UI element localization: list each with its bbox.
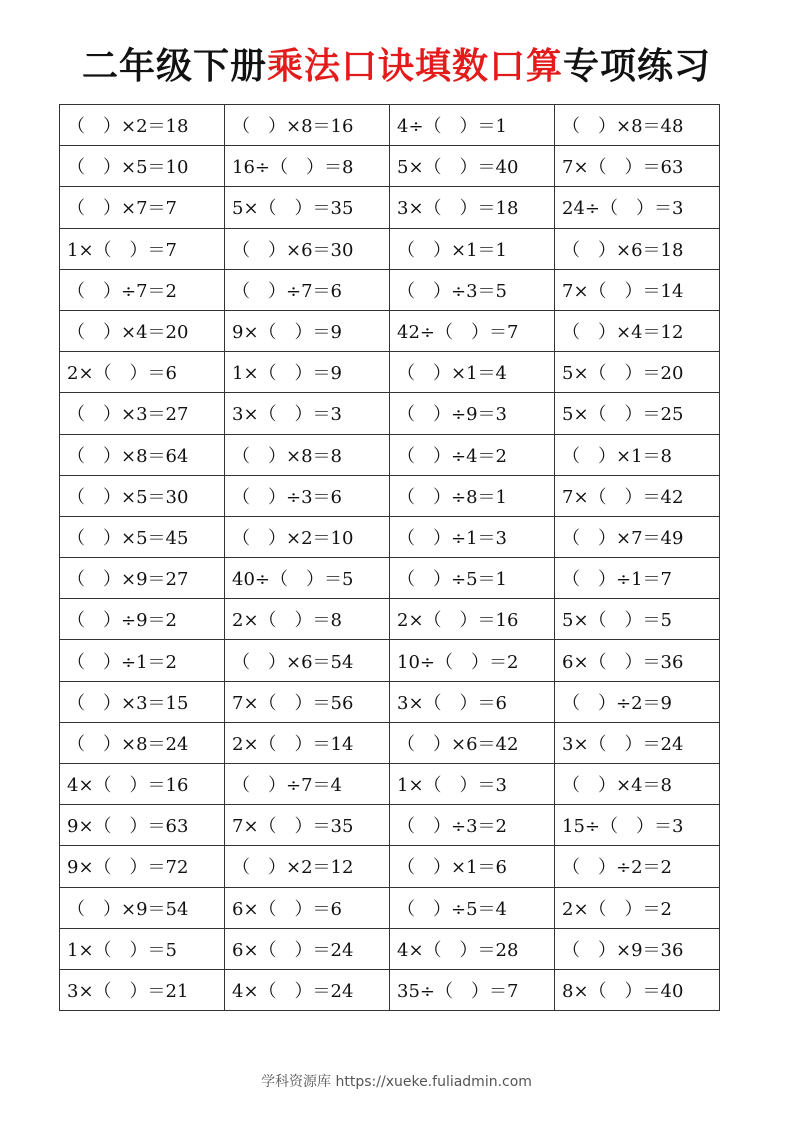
problem-cell: 9×（ ）＝72 xyxy=(60,846,225,887)
problem-cell: （ ）×4＝12 xyxy=(555,310,720,351)
problem-cell: 35÷（ ）＝7 xyxy=(390,969,555,1010)
problem-cell: 8×（ ）＝40 xyxy=(555,969,720,1010)
problem-cell: 24÷（ ）＝3 xyxy=(555,187,720,228)
problem-cell: 42÷（ ）＝7 xyxy=(390,310,555,351)
problem-cell: （ ）×8＝48 xyxy=(555,105,720,146)
table-row xyxy=(60,269,720,310)
title-part-grade: 二年级下册 xyxy=(81,46,267,87)
problem-cell: 1×（ ）＝9 xyxy=(225,352,390,393)
problem-cell: 40÷（ ）＝5 xyxy=(225,558,390,599)
table-row xyxy=(60,146,720,187)
table-row xyxy=(60,928,720,969)
problem-cell: （ ）×5＝10 xyxy=(60,146,225,187)
table-row xyxy=(60,228,720,269)
problem-cell: （ ）÷4＝2 xyxy=(390,434,555,475)
problem-cell: （ ）×6＝30 xyxy=(225,228,390,269)
problem-cell: 2×（ ）＝6 xyxy=(60,352,225,393)
problem-cell: 4×（ ）＝28 xyxy=(390,928,555,969)
table-row xyxy=(60,599,720,640)
problem-cell: （ ）×5＝45 xyxy=(60,516,225,557)
problem-cell: （ ）÷7＝4 xyxy=(225,764,390,805)
problem-cell: （ ）×9＝27 xyxy=(60,558,225,599)
problem-cell: （ ）×2＝10 xyxy=(225,516,390,557)
table-row xyxy=(60,393,720,434)
table-row xyxy=(60,764,720,805)
table-row xyxy=(60,187,720,228)
problem-cell: （ ）×6＝42 xyxy=(390,722,555,763)
table-row xyxy=(60,887,720,928)
problem-cell: 16÷（ ）＝8 xyxy=(225,146,390,187)
page-title xyxy=(0,38,793,89)
problem-cell: 7×（ ）＝63 xyxy=(555,146,720,187)
problem-cell: （ ）×9＝54 xyxy=(60,887,225,928)
problem-cell: （ ）÷7＝6 xyxy=(225,269,390,310)
table-row xyxy=(60,516,720,557)
problem-cell: （ ）÷3＝6 xyxy=(225,475,390,516)
problem-cell: （ ）÷1＝3 xyxy=(390,516,555,557)
problem-cell: （ ）÷3＝5 xyxy=(390,269,555,310)
problem-cell: 9×（ ）＝63 xyxy=(60,805,225,846)
problem-cell: （ ）÷9＝3 xyxy=(390,393,555,434)
title-part-topic: 乘法口诀填数口算 xyxy=(266,46,563,87)
problem-cell: 5×（ ）＝35 xyxy=(225,187,390,228)
problem-cell: （ ）÷9＝2 xyxy=(60,599,225,640)
problem-cell: 1×（ ）＝7 xyxy=(60,228,225,269)
problem-cell: （ ）÷1＝2 xyxy=(60,640,225,681)
problem-cell: 2×（ ）＝8 xyxy=(225,599,390,640)
problem-cell: （ ）×8＝24 xyxy=(60,722,225,763)
problem-cell: 7×（ ）＝14 xyxy=(555,269,720,310)
problem-cell: （ ）÷3＝2 xyxy=(390,805,555,846)
problem-cell: 3×（ ）＝24 xyxy=(555,722,720,763)
title-part-practice: 专项练习 xyxy=(563,46,712,87)
problem-cell: （ ）×7＝49 xyxy=(555,516,720,557)
problem-cell: 5×（ ）＝20 xyxy=(555,352,720,393)
problem-cell: （ ）×9＝36 xyxy=(555,928,720,969)
problem-cell: 4×（ ）＝24 xyxy=(225,969,390,1010)
problem-cell: （ ）×1＝1 xyxy=(390,228,555,269)
problem-cell: 5×（ ）＝5 xyxy=(555,599,720,640)
problem-cell: （ ）×1＝8 xyxy=(555,434,720,475)
problem-cell: （ ）×4＝8 xyxy=(555,764,720,805)
problem-cell: （ ）÷2＝9 xyxy=(555,681,720,722)
problem-cell: （ ）×8＝16 xyxy=(225,105,390,146)
problem-cell: （ ）÷5＝1 xyxy=(390,558,555,599)
problem-cell: （ ）×3＝27 xyxy=(60,393,225,434)
problem-cell: （ ）×2＝12 xyxy=(225,846,390,887)
problem-cell: （ ）÷7＝2 xyxy=(60,269,225,310)
table-row xyxy=(60,640,720,681)
problem-cell: 5×（ ）＝25 xyxy=(555,393,720,434)
table-row xyxy=(60,310,720,351)
problem-cell: 2×（ ）＝16 xyxy=(390,599,555,640)
table-row xyxy=(60,558,720,599)
problem-cell: 1×（ ）＝5 xyxy=(60,928,225,969)
problem-cell: 5×（ ）＝40 xyxy=(390,146,555,187)
problem-cell: 15÷（ ）＝3 xyxy=(555,805,720,846)
problem-cell: （ ）×1＝6 xyxy=(390,846,555,887)
problem-cell: 2×（ ）＝14 xyxy=(225,722,390,763)
problem-cell: （ ）÷5＝4 xyxy=(390,887,555,928)
problem-cell: （ ）×6＝54 xyxy=(225,640,390,681)
table-row xyxy=(60,722,720,763)
table-row xyxy=(60,352,720,393)
problem-cell: （ ）×3＝15 xyxy=(60,681,225,722)
problem-cell: 3×（ ）＝21 xyxy=(60,969,225,1010)
problem-cell: 4÷（ ）＝1 xyxy=(390,105,555,146)
problem-cell: 7×（ ）＝35 xyxy=(225,805,390,846)
problem-cell: （ ）×4＝20 xyxy=(60,310,225,351)
problem-cell: （ ）×7＝7 xyxy=(60,187,225,228)
footer-source: 学科资源库 https://xueke.fuliadmin.com xyxy=(261,1074,532,1090)
problem-cell: （ ）×1＝4 xyxy=(390,352,555,393)
problem-cell: 6×（ ）＝24 xyxy=(225,928,390,969)
problem-cell: 9×（ ）＝9 xyxy=(225,310,390,351)
problem-cell: （ ）÷1＝7 xyxy=(555,558,720,599)
problem-cell: （ ）×8＝64 xyxy=(60,434,225,475)
table-row xyxy=(60,969,720,1010)
problem-cell: （ ）×6＝18 xyxy=(555,228,720,269)
table-row xyxy=(60,105,720,146)
problem-cell: 3×（ ）＝18 xyxy=(390,187,555,228)
worksheet-table xyxy=(59,104,720,1011)
table-row xyxy=(60,681,720,722)
problem-cell: （ ）÷8＝1 xyxy=(390,475,555,516)
table-row xyxy=(60,805,720,846)
problem-cell: 2×（ ）＝2 xyxy=(555,887,720,928)
table-row xyxy=(60,475,720,516)
problem-cell: 3×（ ）＝3 xyxy=(225,393,390,434)
problem-cell: 1×（ ）＝3 xyxy=(390,764,555,805)
problem-cell: 10÷（ ）＝2 xyxy=(390,640,555,681)
problem-cell: （ ）÷2＝2 xyxy=(555,846,720,887)
table-row xyxy=(60,434,720,475)
problem-cell: 7×（ ）＝42 xyxy=(555,475,720,516)
problem-cell: 7×（ ）＝56 xyxy=(225,681,390,722)
problem-cell: 6×（ ）＝6 xyxy=(225,887,390,928)
problem-cell: （ ）×8＝8 xyxy=(225,434,390,475)
problem-cell: （ ）×2＝18 xyxy=(60,105,225,146)
table-row xyxy=(60,846,720,887)
problem-cell: （ ）×5＝30 xyxy=(60,475,225,516)
problem-cell: 4×（ ）＝16 xyxy=(60,764,225,805)
problem-cell: 3×（ ）＝6 xyxy=(390,681,555,722)
problem-cell: 6×（ ）＝36 xyxy=(555,640,720,681)
